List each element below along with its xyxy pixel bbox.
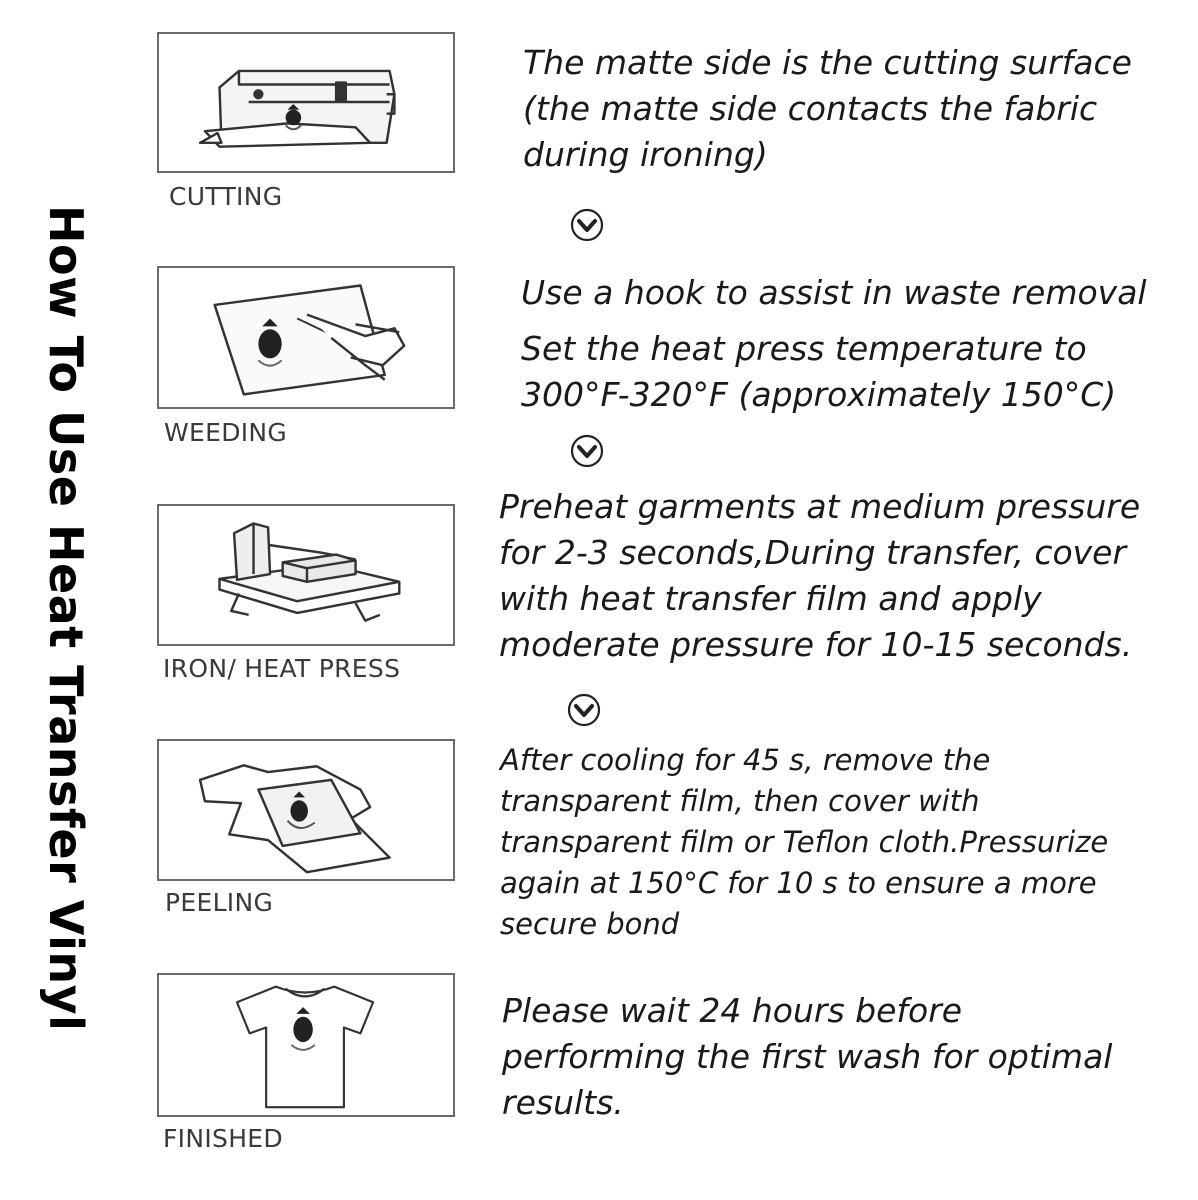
step-image-weeding <box>157 266 455 409</box>
finished-tshirt-icon <box>159 975 453 1115</box>
description-line: Use a hook to assist in waste removal <box>521 273 1147 312</box>
description-line: secure bond <box>500 907 680 941</box>
description-line: Set the heat press temperature to <box>521 329 1087 368</box>
step-description-finished <box>502 988 1112 1126</box>
chevron-down-circle-icon <box>570 434 604 468</box>
weeding-hook-icon <box>159 268 453 407</box>
step-image-finished <box>157 973 455 1117</box>
description-line: transparent film, then cover with <box>500 784 980 818</box>
step-description-weeding <box>521 270 1147 316</box>
description-line: performing the first wash for optimal <box>502 1037 1113 1076</box>
description-line: After cooling for 45 s, remove the <box>500 743 991 777</box>
page-title: How To Use Heat Transfer Vinyl <box>39 205 93 1032</box>
description-line: (the matte side contacts the fabric <box>523 89 1098 128</box>
cutting-machine-icon <box>159 34 453 171</box>
chevron-down-circle-icon <box>567 693 601 727</box>
step-label-peeling: PEELING <box>165 888 274 917</box>
description-line: results. <box>502 1083 624 1122</box>
description-line: transparent film or Teflon cloth.Pressurize <box>500 825 1109 859</box>
step-image-heat-press <box>157 504 455 646</box>
description-line: for 2-3 seconds,During transfer, cover <box>499 533 1127 572</box>
step-label-weeding: WEEDING <box>164 418 288 447</box>
description-line: Preheat garments at medium pressure <box>499 487 1141 526</box>
step-image-cutting <box>157 32 455 173</box>
step-image-peeling <box>157 739 455 881</box>
peeling-shirt-icon <box>159 741 453 879</box>
heat-press-icon <box>159 506 453 644</box>
step-description-peeling <box>500 740 1108 945</box>
description-line: The matte side is the cutting surface <box>523 43 1132 82</box>
description-line: again at 150°C for 10 s to ensure a more <box>500 866 1097 900</box>
step-description-cutting <box>523 40 1132 178</box>
step-label-finished: FINISHED <box>163 1124 283 1153</box>
chevron-down-circle-icon <box>570 208 604 242</box>
description-line: 300°F-320°F (approximately 150°C) <box>521 375 1117 414</box>
step-label-cutting: CUTTING <box>169 182 283 211</box>
step-description-weeding-temperature <box>521 326 1116 418</box>
step-label-heat-press: IRON/ HEAT PRESS <box>163 654 401 683</box>
description-line: during ironing) <box>523 135 768 174</box>
description-line: moderate pressure for 10-15 seconds. <box>499 625 1133 664</box>
description-line: with heat transfer film and apply <box>499 579 1042 618</box>
description-line: Please wait 24 hours before <box>502 991 963 1030</box>
step-description-heat-press <box>499 484 1140 668</box>
